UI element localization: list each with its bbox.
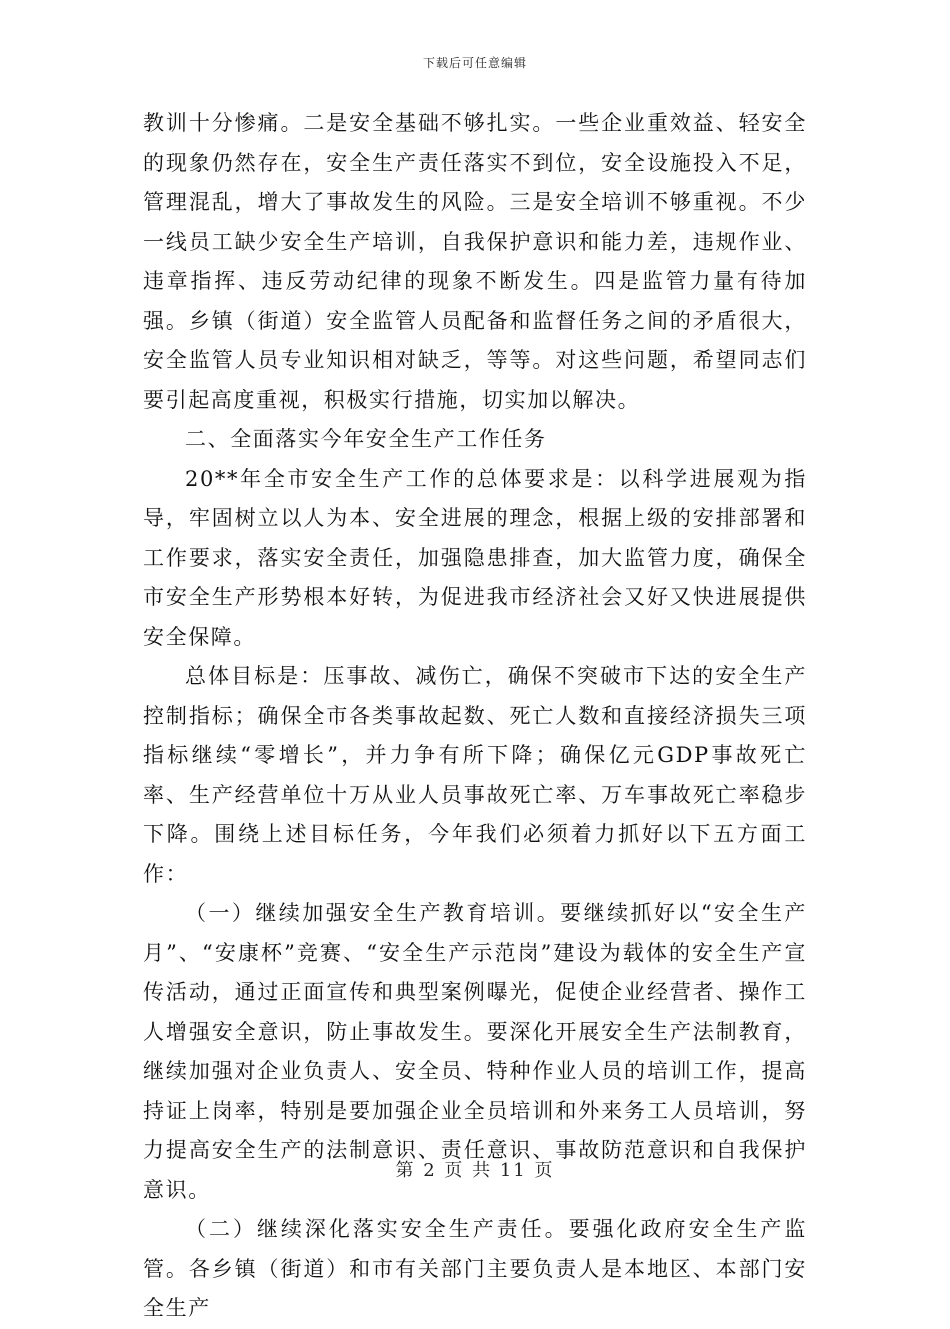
paragraph-item-one: （一）继续加强安全生产教育培训。要继续抓好以“安全生产月”、“安康杯”竞赛、“安全生产示范岗”建设为载体的安全生产宣传活动，通过正面宣传和典型案例曝光，促使企业经营者、操作工人增强安全意识，防止事故发生。要深化开展安全生产法制教育，继续加强对企业负责人、安全员、特种作业人员的培训工作，提高持证上岗率，特别是要加强企业全员培训和外来务工人员培训，努力提高安全生产的法制意识、责任意识、事故防范意识和自我保护意识。 [143, 901, 807, 1202]
section-heading: 二、全面落实今年安全生产工作任务 [185, 427, 547, 451]
page-header-note: 下载后可任意编辑 [422, 56, 527, 70]
document-body [143, 104, 807, 1329]
paragraph-overall-goal: 总体目标是：压事故、减伤亡，确保不突破市下达的安全生产控制指标；确保全市各类事故起数、死亡人数和直接经济损失三项指标继续“零增长”，并力争有所下降；确保亿元GDP事故死亡率、生产经营单位十万从业人员事故死亡率、万车事故死亡率稳步下降。围绕上述目标任务，今年我们必须着力抓好以下五方面工作： [143, 664, 807, 886]
page-number-footer: 第 2 页 共 11 页 [395, 1160, 555, 1181]
paragraph-general-requirements: 20**年全市安全生产工作的总体要求是：以科学进展观为指导，牢固树立以人为本、安全进展的理念，根据上级的安排部署和工作要求，落实安全责任，加强隐患排查，加大监管力度，确保全市安全生产形势根本好转，为促进我市经济社会又好又快进展提供安全保障。 [143, 466, 807, 649]
paragraph-continuation: 教训十分惨痛。二是安全基础不够扎实。一些企业重效益、轻安全的现象仍然存在，安全生产责任落实不到位，安全设施投入不足，管理混乱，增大了事故发生的风险。三是安全培训不够重视。不少一线员工缺少安全生产培训，自我保护意识和能力差，违规作业、违章指挥、违反劳动纪律的现象不断发生。四是监管力量有待加强。乡镇（街道）安全监管人员配备和监督任务之间的矛盾很大，安全监管人员专业知识相对缺乏，等等。对这些问题，希望同志们要引起高度重视，积极实行措施，切实加以解决。 [143, 111, 807, 412]
paragraph-item-two: （二）继续深化落实安全生产责任。要强化政府安全生产监管。各乡镇（街道）和市有关部门主要负责人是本地区、本部门安全生产 [143, 1217, 807, 1320]
